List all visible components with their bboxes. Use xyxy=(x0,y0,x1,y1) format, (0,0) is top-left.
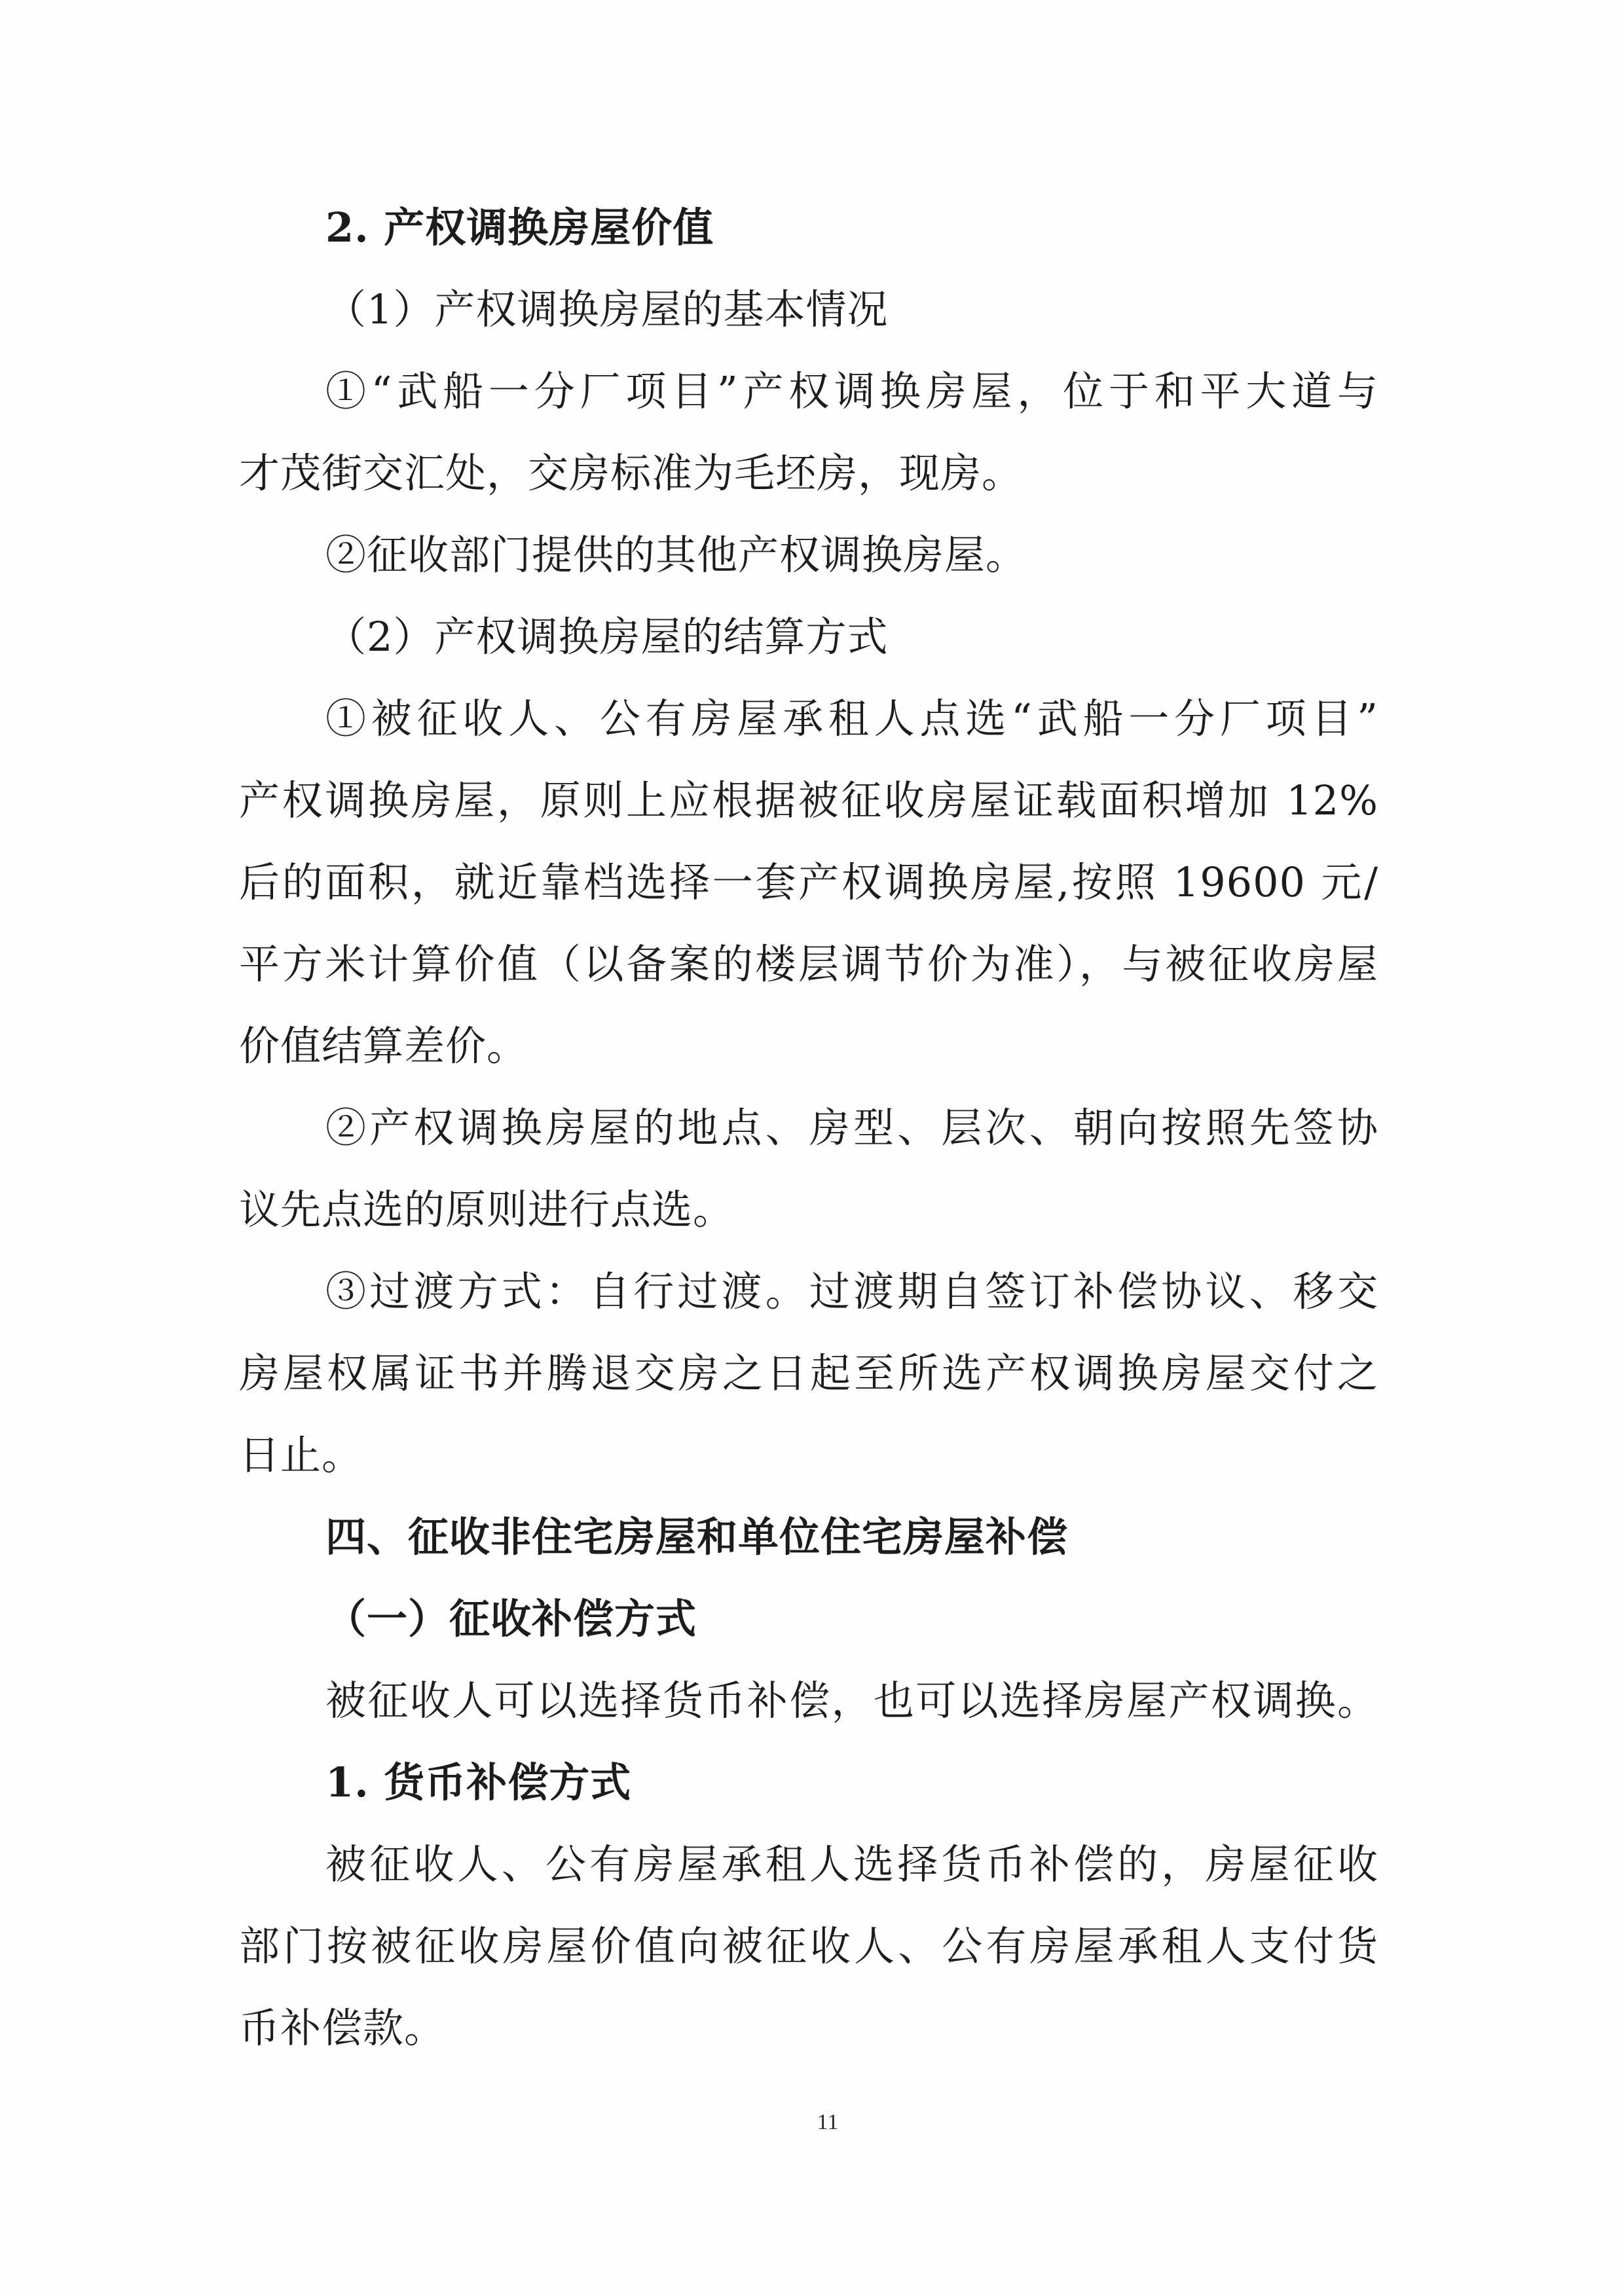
paragraph-settlement-item-2 xyxy=(239,1087,1378,1250)
text-line: 被征收人、公有房屋承租人选择货币补偿的，房屋征收 xyxy=(325,1840,1378,1888)
paragraph-basic-info-item-2 xyxy=(239,514,1378,596)
text-line: 后的面积，就近靠档选择一套产权调换房屋,按照 19600 元/ xyxy=(239,858,1378,906)
heading-non-residential-compensation: 四、征收非住宅房屋和单位住宅房屋补偿 xyxy=(325,1513,1069,1561)
text-line: 才茂街交汇处，交房标准为毛坯房，现房。 xyxy=(239,449,1024,497)
text-line: ②产权调换房屋的地点、房型、层次、朝向按照先签协 xyxy=(325,1104,1378,1152)
paragraph-settlement-item-1 xyxy=(239,678,1378,1087)
heading-exchange-house-value: 2. 产权调换房屋价值 xyxy=(325,204,714,251)
text-line: ①被征收人、公有房屋承租人点选“武船一分厂项目” xyxy=(325,695,1378,742)
page-number: 11 xyxy=(817,2110,839,2134)
text-line: 产权调换房屋，原则上应根据被征收房屋证载面积增加 12% xyxy=(239,776,1378,824)
paragraph-settlement-item-3 xyxy=(239,1250,1378,1496)
text-line: 平方米计算价值（以备案的楼层调节价为准），与被征收房屋 xyxy=(239,940,1378,988)
subheading-compensation-method: （一）征收补偿方式 xyxy=(325,1595,697,1643)
subheading-settlement: （2）产权调换房屋的结算方式 xyxy=(325,613,889,661)
paragraph-monetary-compensation xyxy=(239,1823,1378,2069)
paragraph-compensation-method xyxy=(239,1660,1378,1741)
text-line: 被征收人可以选择货币补偿，也可以选择房屋产权调换。 xyxy=(325,1677,1378,1724)
text-line: 议先点选的原则进行点选。 xyxy=(239,1186,735,1233)
subheading-basic-info: （1）产权调换房屋的基本情况 xyxy=(325,285,889,333)
text-line: ②征收部门提供的其他产权调换房屋。 xyxy=(325,531,1027,579)
text-line: 价值结算差价。 xyxy=(239,1022,528,1070)
text-line: 房屋权属证书并腾退交房之日起至所选产权调换房屋交付之 xyxy=(239,1349,1378,1397)
text-line: ③过渡方式：自行过渡。过渡期自签订补偿协议、移交 xyxy=(325,1267,1378,1315)
text-line: 日止。 xyxy=(239,1431,363,1479)
paragraph-basic-info-item-1 xyxy=(239,350,1378,514)
text-line: ①“武船一分厂项目”产权调换房屋，位于和平大道与 xyxy=(325,367,1378,415)
heading-monetary-compensation: 1. 货币补偿方式 xyxy=(325,1758,632,1806)
text-line: 币补偿款。 xyxy=(239,2004,446,2052)
body-text xyxy=(239,187,1378,2069)
text-line: 部门按被征收房屋价值向被征收人、公有房屋承租人支付货 xyxy=(239,1922,1378,1970)
